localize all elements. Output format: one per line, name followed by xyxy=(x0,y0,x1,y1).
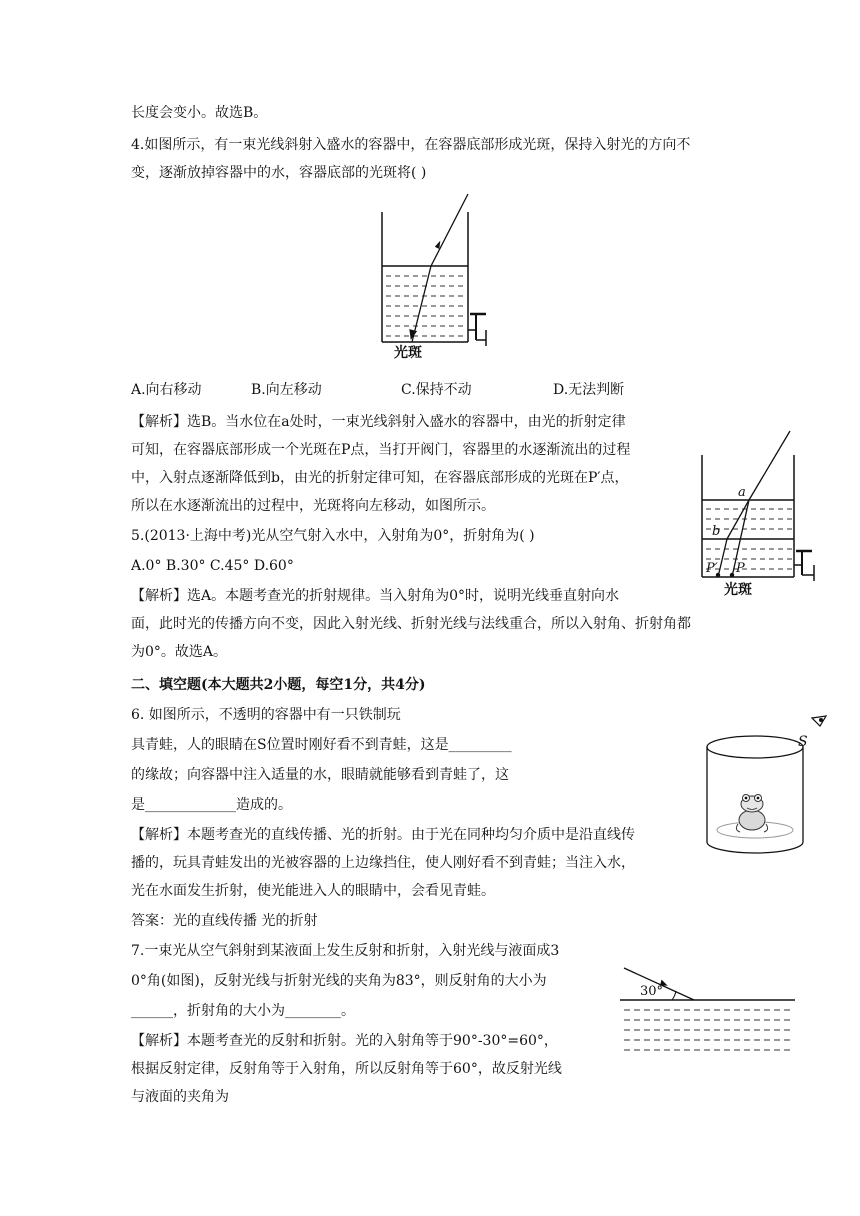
answer-4-line-4: 所以在水逐渐流出的过程中，光斑将向左移动，如图所示。 xyxy=(131,498,495,514)
answer-6-line-3: 光在水面发生折射，使光能进入人的眼睛中，会看见青蛙。 xyxy=(131,883,495,899)
question-5-line-1: 5.(2013·上海中考)光从空气射入水中，入射角为0°，折射角为( ) xyxy=(131,528,535,544)
label-p-prime: P′ xyxy=(706,561,718,576)
option-d: D.无法判断 xyxy=(553,382,625,398)
label-a: a xyxy=(738,485,746,500)
answer-7-line-2: 根据反射定律，反射角等于入射角，所以反射角等于60°，故反射光线 xyxy=(131,1061,562,1077)
question-6-line-1: 6. 如图所示，不透明的容器中有一只铁制玩 xyxy=(131,707,401,723)
question-6-line-3: 的缘故；向容器中注入适量的水，眼睛就能够看到青蛙了，这 xyxy=(131,767,509,783)
figure-container-light-spot-shift xyxy=(692,425,822,598)
answer-4-line-2: 可知，在容器底部形成一个光斑在P点，当打开阀门，容器里的水逐渐流出的过程 xyxy=(131,442,631,458)
question-6-line-4: 是_____________造成的。 xyxy=(131,797,292,813)
option-c: C.保持不动 xyxy=(401,382,472,398)
answer-7-line-3: 与液面的夹角为 xyxy=(131,1089,229,1105)
question-7-line-3: ______，折射角的大小为________。 xyxy=(131,1003,355,1019)
figure-caption-light-spot: 光斑 xyxy=(394,345,422,361)
figure-caption-light-spot: 光斑 xyxy=(724,582,752,598)
answer-5-line-3: 为0°。故选A。 xyxy=(131,644,228,660)
answer-4-line-1: 【解析】选B。当水位在a处时，一束光线斜射入盛水的容器中，由光的折射定律 xyxy=(131,414,626,430)
question-4-options xyxy=(131,380,691,400)
section-2-heading: 二、填空题(本大题共2小题，每空1分，共4分) xyxy=(131,677,426,693)
figure-ray-liquid-surface xyxy=(620,960,800,1060)
question-6-line-2: 具青蛙，人的眼睛在S位置时刚好看不到青蛙，这是_________ xyxy=(131,737,512,753)
option-b: B.向左移动 xyxy=(251,382,322,398)
text-line: 长度会变小。故选B。 xyxy=(131,105,268,121)
answer-6-line-1: 【解析】本题考查光的直线传播、光的折射。由于光在同种均匀介质中是沿直线传 xyxy=(131,827,635,843)
option-a: A.向右移动 xyxy=(131,382,202,398)
question-4-line-2: 变，逐渐放掉容器中的水，容器底部的光斑将( ) xyxy=(131,165,427,181)
answer-5-line-1: 【解析】选A。本题考查光的折射规律。当入射角为0°时，说明光线垂直射向水 xyxy=(131,588,620,604)
question-7-line-1: 7.一束光从空气斜射到某液面上发生反射和折射，入射光线与液面成3 xyxy=(131,943,560,959)
label-b: b xyxy=(712,524,721,539)
answer-5-line-2: 面，此时光的传播方向不变，因此入射光线、折射光线与法线重合，所以入射角、折射角都 xyxy=(131,616,691,632)
figure-container-light-beam xyxy=(370,190,490,360)
figure-cylinder-frog xyxy=(700,712,830,862)
answer-4-line-3: 中，入射点逐渐降低到b，由光的折射定律可知，在容器底部形成的光斑在P′点， xyxy=(131,470,629,486)
question-4-line-1: 4.如图所示，有一束光线斜射入盛水的容器中，在容器底部形成光斑，保持入射光的方向不 xyxy=(131,137,691,153)
answer-7-line-1: 【解析】本题考查光的反射和折射。光的入射角等于90°-30°=60°， xyxy=(131,1033,558,1049)
label-s: S xyxy=(798,734,808,750)
frog-icon xyxy=(736,795,767,833)
label-p: P xyxy=(736,561,745,576)
label-angle-30: 30° xyxy=(640,984,664,999)
answer-6-key: 答案：光的直线传播 光的折射 xyxy=(131,913,318,929)
question-7-line-2: 0°角(如图)，反射光线与折射光线的夹角为83°，则反射角的大小为 xyxy=(131,973,547,989)
question-5-options: A.0° B.30° C.45° D.60° xyxy=(131,558,294,574)
answer-6-line-2: 播的，玩具青蛙发出的光被容器的上边缘挡住，使人刚好看不到青蛙；当注入水， xyxy=(131,855,635,871)
